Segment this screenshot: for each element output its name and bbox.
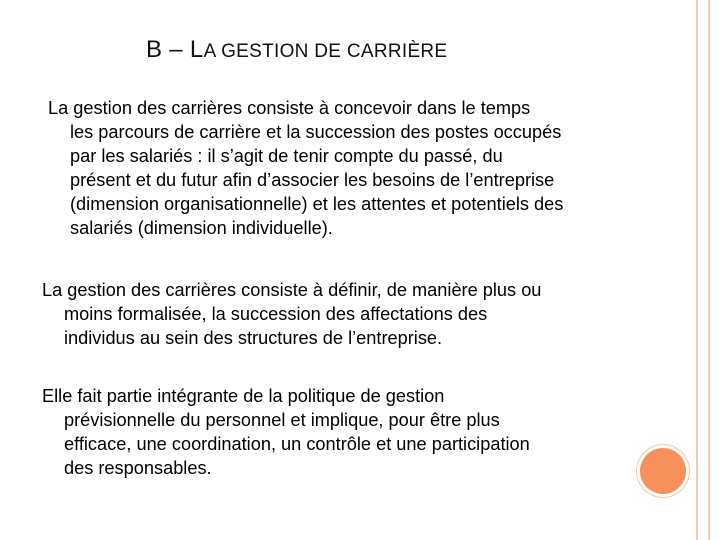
decorative-circle-icon bbox=[640, 448, 686, 494]
title-first-letter: L bbox=[189, 36, 204, 63]
slide-title bbox=[146, 36, 447, 64]
decorative-rail-right bbox=[708, 0, 710, 540]
paragraph-line: présent et du futur afin d’associer les besoins de l’entreprise bbox=[70, 170, 555, 190]
paragraph-3 bbox=[42, 384, 530, 480]
paragraph-line: salariés (dimension individuelle). bbox=[70, 218, 333, 238]
paragraph-line: individus au sein des structures de l’entreprise. bbox=[64, 328, 443, 348]
paragraph-line: des responsables. bbox=[64, 458, 212, 478]
decorative-rail-left bbox=[696, 0, 698, 540]
paragraph-line: prévisionnelle du personnel et implique, pour être plus bbox=[64, 410, 500, 430]
paragraph-line: La gestion des carrières consiste à concevoir dans le temps bbox=[48, 98, 531, 118]
paragraph-line: Elle fait partie intégrante de la politique de gestion bbox=[42, 386, 445, 406]
paragraph-line: La gestion des carrières consiste à définir, de manière plus ou bbox=[42, 280, 542, 300]
paragraph-line: efficace, une coordination, un contrôle et une participation bbox=[64, 434, 530, 454]
title-rest: A GESTION DE CARRIÈRE bbox=[203, 41, 448, 62]
paragraph-1 bbox=[48, 96, 563, 240]
paragraph-2 bbox=[42, 278, 541, 350]
paragraph-line: (dimension organisationnelle) et les attentes et potentiels des bbox=[70, 194, 564, 214]
paragraph-line: les parcours de carrière et la succession des postes occupés bbox=[70, 122, 562, 142]
paragraph-line: moins formalisée, la succession des affectations des bbox=[64, 304, 488, 324]
paragraph-line: par les salariés : il s’agit de tenir compte du passé, du bbox=[70, 146, 503, 166]
title-prefix: B – bbox=[146, 36, 190, 63]
